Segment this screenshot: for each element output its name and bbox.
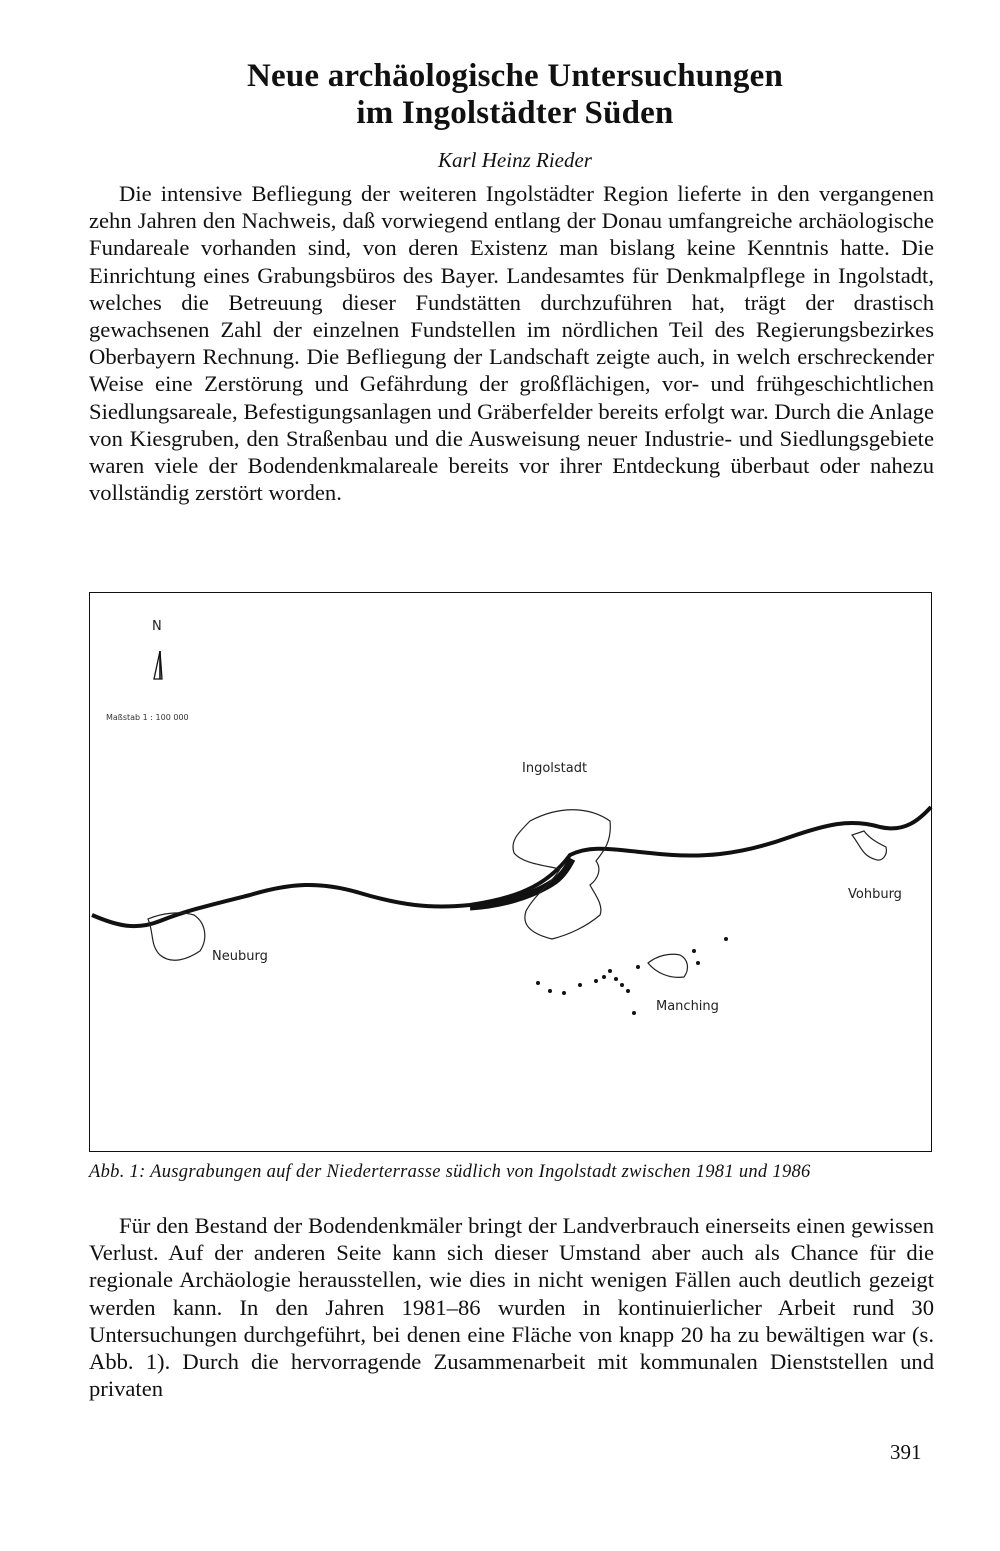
page-number: 391 [890,1440,922,1464]
north-arrow-icon [154,651,162,679]
author-name: Karl Heinz Rieder [438,148,592,172]
label-vohburg: Vohburg [848,887,902,902]
vohburg-area [852,831,886,860]
label-neuburg: Neuburg [212,949,268,964]
paragraph-intro: Die intensive Befliegung der weiteren Ingolstädter Region lieferte in den vergangenen zehn Jahren den Nachweis, daß vorwiegend entlang der Donau umfangreiche archäologische Fundareale vorhanden sind, von deren Existenz man bislang keine Kenntnis hatte. Die Einrichtung eines Grabungsbüros des Bayer. Landesamtes für Denkmalpflege in Ingolstadt, welches die Betreuung dieser Fundstätten durchzuführen hat, trägt der drastisch gewachsenen Zahl der einzelnen Fundstellen im nördlichen Teil des Regierungsbezirkes Oberbayern Rechnung. Die Befliegung der Landschaft zeigte auch, in welch erschreckender Weise eine Zerstörung und Gefährdung der großflächigen, vor- und frühgeschichtlichen Siedlungsareale, Befestigungsanlagen und Gräberfelder bereits erfolgt war. Durch die Anlage von Kiesgruben, den Straßenbau und die Ausweisung neuer Industrie- und Siedlungsgebiete waren viele der Bodendenkmalareale bereits vor ihrer Entdeckung überbaut oder nahezu vollständig zerstört worden. [89,181,934,506]
danube-bank [470,859,572,907]
scale-label: Maßstab 1 : 100 000 [106,713,189,722]
title-line-2: im Ingolstädter Süden [356,95,674,131]
manching-area [648,954,687,977]
north-label: N [152,619,162,634]
map-figure [89,592,932,1152]
paragraph-continued: Für den Bestand der Bodendenkmäler bringt der Landverbrauch einerseits einen gewissen Verlust. Auf der anderen Seite kann sich dieser Umstand aber auch als Chance für die regionale Archäologie herausstellen, wie dies in nicht wenigen Fällen auch deutlich gezeigt werden kann. In den Jahren 1981–86 wurden in kontinuierlicher Arbeit rund 30 Untersuchungen durchgeführt, bei denen eine Fläche von knapp 20 ha zu bewältigen war (s. Abb. 1). Durch die hervorragende Zusammenarbeit mit kommunalen Dienststellen und privaten [89,1213,934,1402]
label-manching: Manching [656,999,719,1014]
danube-river [92,807,931,926]
title-line-1: Neue archäologische Untersuchungen [246,58,784,94]
article-title [0,58,1000,132]
label-ingolstadt: Ingolstadt [522,761,588,776]
neuburg-area [148,913,205,960]
map-drawing [90,593,933,1153]
figure-caption: Abb. 1: Ausgrabungen auf der Niederterrasse südlich von Ingolstadt zwischen 1981 und 1986 [89,1162,811,1182]
